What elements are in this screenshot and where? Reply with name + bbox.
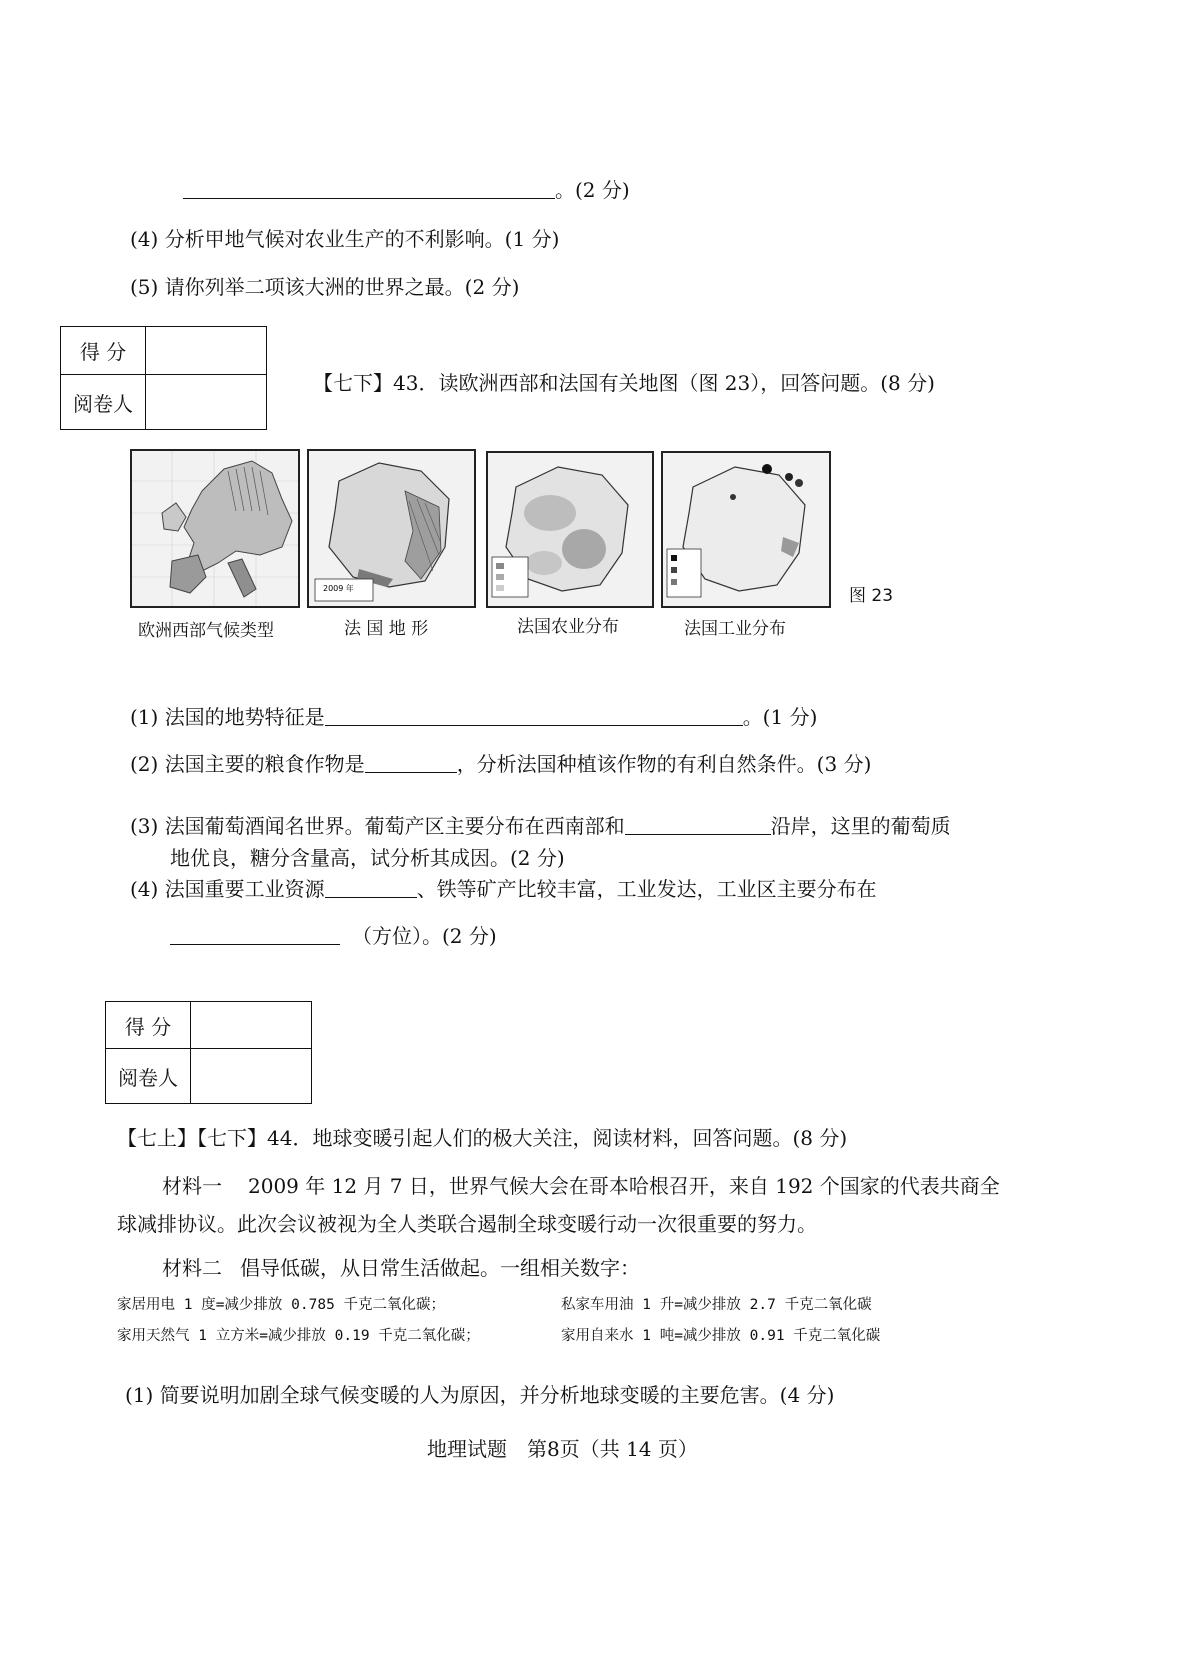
answer-blank-terrain[interactable] — [325, 705, 743, 726]
question-43-title: 【七下】43．读欧洲西部和法国有关地图（图 23），回答问题。(8 分) — [313, 371, 935, 395]
answer-blank-coast[interactable] — [625, 814, 771, 835]
map-caption-terrain: 法 国 地 形 — [344, 619, 429, 639]
question-43-3-cont: 地优良，糖分含量高，试分析其成因。(2 分) — [170, 846, 565, 870]
legend-year: 2009 年 — [323, 584, 354, 593]
map-france-terrain — [307, 449, 476, 608]
fact-electricity: 家居用电 1 度=减少排放 0.785 千克二氧化碳； — [117, 1297, 446, 1313]
answer-line-q42-3: 。(2 分) — [183, 177, 630, 203]
question-43-2: (2) 法国主要的粮食作物是 ，分析法国种植该作物的有利自然条件。(3 分) — [130, 752, 872, 776]
question-42-4: (4) 分析甲地气候对农业生产的不利影响。(1 分) — [130, 227, 560, 251]
reviewer-cell[interactable] — [146, 375, 267, 430]
reviewer-label: 阅卷人 — [106, 1049, 191, 1104]
map-caption-agriculture: 法国农业分布 — [517, 617, 619, 637]
question-44-title: 【七上】【七下】44．地球变暖引起人们的极大关注，阅读材料，回答问题。(8 分) — [117, 1126, 848, 1150]
map-caption-industry: 法国工业分布 — [684, 619, 786, 639]
map-caption-climate: 欧洲西部气候类型 — [138, 621, 274, 641]
reviewer-label: 阅卷人 — [61, 375, 146, 430]
answer-blank-resource[interactable] — [325, 877, 417, 898]
material-1-line-2: 球减排协议。此次会议被视为全人类联合遏制全球变暖行动一次很重要的努力。 — [117, 1212, 817, 1236]
page-footer: 地理试题 第8页（共 14 页） — [427, 1437, 698, 1461]
question-43-4-cont: （方位）。(2 分) — [170, 923, 497, 949]
material-2: 材料二 倡导低碳，从日常生活做起。一组相关数字： — [162, 1256, 640, 1280]
fact-car-fuel: 私家车用油 1 升=减少排放 2.7 千克二氧化碳 — [561, 1297, 872, 1313]
map-france-agriculture — [486, 451, 654, 608]
score-box-43 — [60, 326, 267, 430]
question-43-4: (4) 法国重要工业资源 、铁等矿产比较丰富，工业发达，工业区主要分布在 — [130, 877, 877, 901]
question-43-1: (1) 法国的地势特征是 。(1 分) — [130, 705, 818, 729]
map-france-industry — [661, 451, 831, 608]
question-44-1: (1) 简要说明加剧全球气候变暖的人为原因，并分析地球变暖的主要危害。(4 分) — [125, 1383, 835, 1407]
reviewer-cell[interactable] — [191, 1049, 312, 1104]
answer-blank-direction[interactable] — [170, 924, 340, 945]
fact-water: 家用自来水 1 吨=减少排放 0.91 千克二氧化碳 — [561, 1328, 881, 1344]
question-42-5: (5) 请你列举二项该大洲的世界之最。(2 分) — [130, 275, 520, 299]
score-label: 得 分 — [61, 327, 146, 375]
answer-blank[interactable] — [183, 178, 555, 199]
map-europe-climate — [130, 449, 300, 608]
score-cell[interactable] — [191, 1002, 312, 1049]
material-1-line-1: 材料一 2009 年 12 月 7 日，世界气候大会在哥本哈根召开，来自 192 个国家的代表共商全 — [162, 1174, 1000, 1198]
score-box-44 — [105, 1001, 312, 1104]
score-cell[interactable] — [146, 327, 267, 375]
fact-natural-gas: 家用天然气 1 立方米=减少排放 0.19 千克二氧化碳； — [117, 1328, 480, 1344]
question-43-3: (3) 法国葡萄酒闻名世界。葡萄产区主要分布在西南部和 沿岸，这里的葡萄质 — [130, 814, 951, 838]
score-label: 得 分 — [106, 1002, 191, 1049]
answer-blank-crop[interactable] — [365, 752, 457, 773]
figure-label: 图 23 — [849, 586, 894, 606]
